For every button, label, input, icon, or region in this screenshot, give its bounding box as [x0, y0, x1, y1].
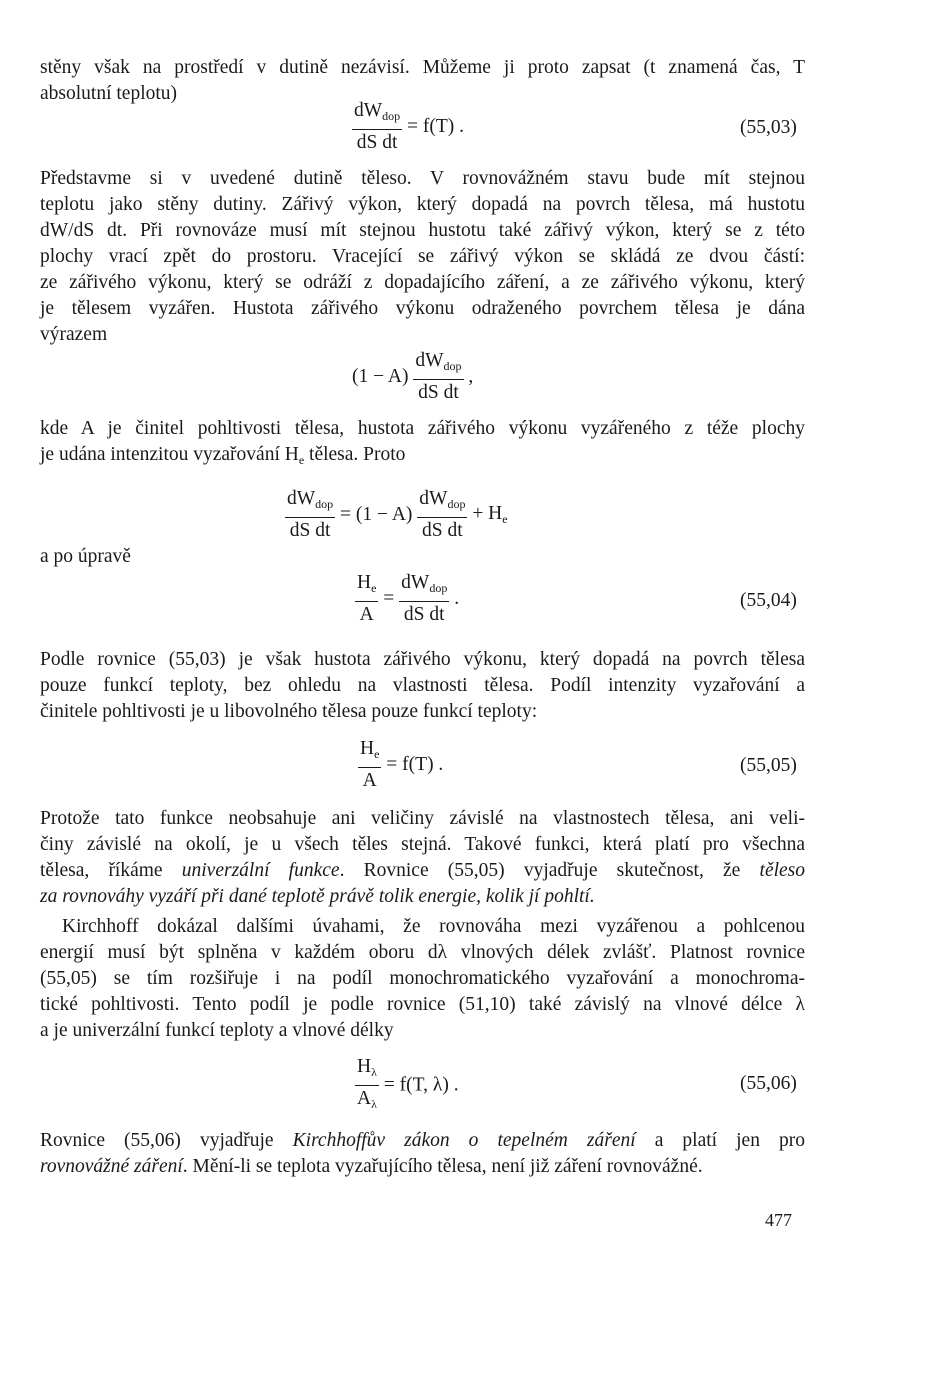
text-line: kde A je činitel pohltivosti tělesa, hustota zářivého výkonu vyzářeného z téže plochy [40, 418, 805, 439]
page-number: 477 [765, 1210, 792, 1230]
text-line: Podle rovnice (55,03) je však hustota zářivého výkonu, který dopadá na povrch tělesa [40, 649, 805, 670]
text-line: a po úpravě [40, 546, 131, 567]
text-line: (55,05) se tím rozšiřuje i na podíl monochromatického vyzařování a monochroma- [40, 968, 805, 989]
paragraph-body [40, 647, 805, 725]
text-line: a je univerzální funkcí teploty a vlnové délky [40, 1020, 394, 1041]
text-line: činy závislé na okolí, je u všech těles stejná. Takové funkci, která platí pro všechna [40, 834, 805, 855]
text-line: pouze funkcí teploty, bez ohledu na vlastnosti tělesa. Podíl intenzity vyzařování a [40, 675, 805, 696]
text-line: je tělesem vyzářen. Hustota zářivého výkonu odraženého povrchem tělesa je dána [40, 298, 805, 319]
text-line: Rovnice (55,06) vyjadřuje Kirchhoffův zákon o tepelném záření a platí jen pro [40, 1130, 805, 1151]
text-line: ze zářivého výkonu, který se odráží z dopadajícího záření, a ze zářivého výkonu, který [40, 272, 805, 293]
paragraph-body [40, 1128, 805, 1180]
text-line: Představme si v uvedené dutině těleso. V rovnovážném stavu bude mít stejnou [40, 168, 805, 189]
text-line: činitele pohltivosti je u libovolného tělesa pouze funkcí teploty: [40, 701, 538, 722]
text-line: za rovnováhy vyzáří při dané teplotě právě tolik energie, kolik jí pohltí. [40, 886, 595, 907]
paragraph-body [40, 914, 805, 1044]
paragraph-body [40, 416, 805, 473]
text-line: je udána intenzitou vyzařování $H_e$ tělesa. Proto [40, 444, 406, 467]
equation-55-04: $\frac{H_e}{A}$ = $\frac{dW_{dop}}{\text{dS dt}}$ . [357, 572, 460, 625]
text-line: dW/dS dt. Při rovnováze musí mít stejnou hustotu také zářivý výkon, který se z této [40, 220, 805, 241]
text-line: teplotu jako stěny dutiny. Zářivý výkon, který dopadá na povrch tělesa, má hustotu [40, 194, 805, 215]
paragraph-body [40, 166, 805, 348]
expression-reflected: (1 − A) $\frac{dW_{dop}}{\text{dS dt}}$ , [352, 350, 474, 403]
equation-number: (55,06) [740, 1073, 797, 1094]
text-line: absolutní teplotu) [40, 83, 178, 104]
text-line: tické pohltivosti. Tento podíl je podle rovnice (51,10) také závislý na vlnové délce λ [40, 994, 805, 1015]
text-line: Protože tato funkce neobsahuje ani veličiny závislé na vlastnostech tělesa, ani veli- [40, 808, 805, 829]
text-line: tělesa, říkáme univerzální funkce. Rovnice (55,05) vyjadřuje skutečnost, že těleso [40, 860, 806, 881]
equation-55-03: $\frac{dW_{dop}}{\text{dS dt}}$ = f(T) . [354, 100, 465, 153]
text-line: rovnovážné záření. Mění-li se teplota vyzařujícího tělesa, není již záření rovnovážné. [40, 1156, 703, 1177]
text-line: energií musí být splněna v každém oboru dλ vlnových délek zvlášť. Platnost rovnice [40, 942, 805, 963]
equation-number: (55,04) [740, 590, 797, 611]
text-line: stěny však na prostředí v dutině nezávisí. Můžeme ji proto zapsat (t znamená čas, T [40, 57, 805, 78]
text-line: výrazem [40, 324, 108, 345]
text-line: plochy vrací zpět do prostoru. Vracející se zářivý výkon se skládá ze dvou částí: [40, 246, 805, 267]
text-line: Kirchhoff dokázal dalšími úvahami, že rovnováha mezi vyzářenou a pohlcenou [62, 916, 805, 937]
equation-number: (55,05) [740, 755, 797, 776]
equation-balance: $\frac{dW_{dop}}{\text{dS dt}}$ = (1 − A) $\frac{dW_{dop}}{\text{dS dt}}$ + $H_e$ [287, 488, 508, 541]
equation-55-06: $\frac{H_\lambda}{A_\lambda}$ = f(T, λ) . [357, 1056, 459, 1111]
equation-55-05: $\frac{H_e}{A}$ = f(T) . [360, 738, 444, 791]
equation-number: (55,03) [740, 117, 797, 138]
paragraph-body [40, 806, 805, 910]
